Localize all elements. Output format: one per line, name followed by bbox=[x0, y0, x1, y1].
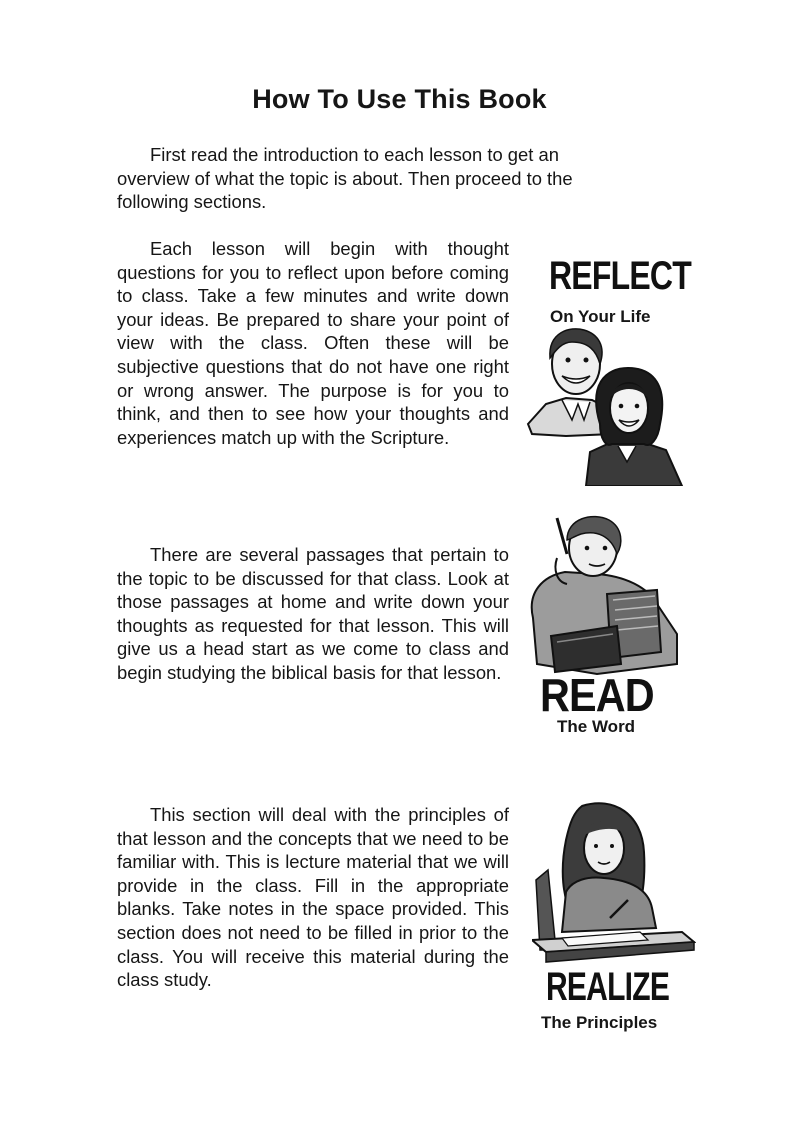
read-paragraph: There are several passages that pertain to the topic to be discussed for that class. Look at those passages at home and write down your thoughts as requested for that lesson. This will give us a head start as we come to class and begin studying the biblical basis for that lesson. bbox=[117, 544, 509, 683]
reflect-paragraph: Each lesson will begin with thought questions for you to reflect upon before coming to class. Take a few minutes and write down your ideas. Be prepared to share your point of view with the class. Often these will be subjective questions that do not have one right or wrong answer. The purpose is for you to think, and then to see how your thoughts and experiences match up with the Scripture. bbox=[117, 238, 509, 448]
reflect-heading: REFLECT bbox=[549, 254, 691, 298]
reflect-subheading: On Your Life bbox=[550, 307, 651, 326]
read-subheading: The Word bbox=[557, 717, 636, 736]
realize-subheading: The Principles bbox=[541, 1013, 658, 1032]
read-heading: READ bbox=[540, 669, 654, 721]
page-title: How To Use This Book bbox=[252, 84, 547, 114]
realize-heading: REALIZE bbox=[546, 965, 670, 1009]
intro-paragraph: First read the introduction to each lesson to get an overview of what the topic is about. Then proceed to the following sections. bbox=[117, 144, 573, 213]
realize-paragraph: This section will deal with the principles of that lesson and the concepts that we need to be familiar with. This is lecture material that we will provide in the class. Fill in the appropriate blanks. Take notes in the space provided. This section does not need to be filled in prior to the class. You will receive this material during the class study. bbox=[117, 804, 509, 991]
man-and-woman-talking-illustration bbox=[526, 324, 686, 486]
woman-writing-at-desk-illustration bbox=[532, 800, 696, 966]
student-reading-book-illustration bbox=[527, 514, 683, 676]
